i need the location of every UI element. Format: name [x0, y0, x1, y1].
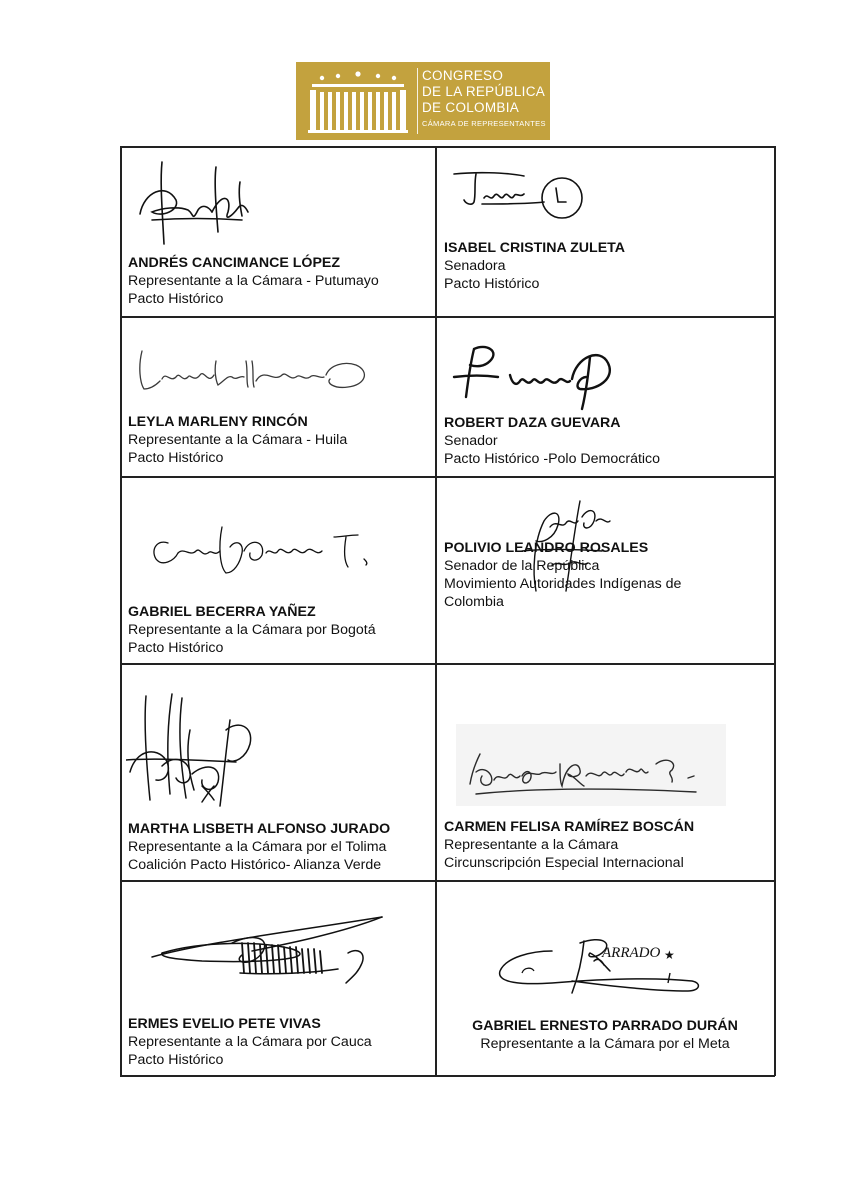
handwritten-signature	[456, 724, 726, 814]
signatory-role: Senador	[444, 433, 498, 449]
signatory-name: GABRIEL ERNESTO PARRADO DURÁN	[472, 1018, 738, 1034]
signatory-cell	[436, 664, 774, 880]
congress-logo	[296, 62, 550, 140]
signatory-info	[444, 414, 660, 468]
signatory-party: Pacto Histórico	[128, 291, 224, 307]
handwritten-signature	[144, 507, 384, 597]
signature-table	[120, 146, 775, 1076]
signatory-cell	[120, 664, 435, 880]
signatory-info	[444, 239, 625, 293]
logo-line: CONGRESO	[422, 68, 504, 83]
logo-subline: CÁMARA DE REPRESENTANTES	[422, 119, 546, 128]
handwritten-signature	[126, 690, 276, 814]
signatory-role: Representante a la Cámara por el Tolima	[128, 839, 387, 855]
signatory-role: Representante a la Cámara - Putumayo	[128, 273, 379, 289]
signatory-info	[128, 1015, 372, 1069]
logo-line: DE COLOMBIA	[422, 100, 520, 115]
signatory-party-continued: Colombia	[444, 594, 504, 610]
handwritten-signature	[492, 921, 712, 1001]
signatory-name: ISABEL CRISTINA ZULETA	[444, 240, 626, 256]
signatory-cell	[120, 477, 435, 663]
signatory-cell	[120, 881, 435, 1075]
signature-lettering: ★	[664, 948, 675, 962]
signatory-name: CARMEN FELISA RAMÍREZ BOSCÁN	[444, 819, 695, 835]
signatory-name: MARTHA LISBETH ALFONSO JURADO	[128, 821, 391, 837]
signatory-name: LEYLA MARLENY RINCÓN	[128, 414, 308, 430]
signatory-role: Senadora	[444, 258, 506, 274]
signature-lettering: ARRADO	[602, 945, 661, 961]
handwritten-signature	[444, 158, 594, 228]
logo-text	[422, 68, 546, 129]
signatory-cell	[436, 146, 774, 316]
signatory-info	[128, 254, 379, 308]
signatory-name: ROBERT DAZA GUEVARA	[444, 415, 621, 431]
logo-divider	[417, 68, 418, 134]
handwritten-signature	[132, 152, 262, 252]
signatory-info	[444, 539, 681, 611]
signatory-party: Circunscripción Especial Internacional	[444, 855, 684, 871]
signatory-party: Pacto Histórico	[128, 1052, 224, 1068]
signatory-role: Representante a la Cámara por Bogotá	[128, 622, 376, 638]
signatory-info	[128, 820, 390, 874]
signatory-role: Representante a la Cámara	[444, 837, 619, 853]
handwritten-signature	[134, 331, 374, 401]
signatory-cell	[436, 477, 774, 663]
handwritten-signature	[142, 903, 412, 993]
signatory-info	[436, 1017, 774, 1053]
signatory-cell	[436, 317, 774, 476]
signatory-role: Representante a la Cámara - Huila	[128, 432, 348, 448]
table-border	[774, 146, 776, 1076]
signatory-name: POLIVIO LEANDRO ROSALES	[444, 540, 649, 556]
signatory-name: ERMES EVELIO PETE VIVAS	[128, 1016, 321, 1032]
signatory-role: Senador de la República	[444, 558, 600, 574]
signatory-party: Coalición Pacto Histórico- Alianza Verde	[128, 857, 382, 873]
table-border	[120, 1075, 775, 1077]
signatory-party: Pacto Histórico	[128, 640, 224, 656]
signatory-party: Pacto Histórico	[128, 450, 224, 466]
signatory-info	[128, 603, 376, 657]
signatory-cell	[120, 146, 435, 316]
signatory-party: Pacto Histórico -Polo Democrático	[444, 451, 661, 467]
signatory-party: Pacto Histórico	[444, 276, 540, 292]
signatory-role: Representante a la Cámara por el Meta	[480, 1036, 730, 1052]
capitol-emblem-icon	[302, 68, 414, 134]
signatory-role: Representante a la Cámara por Cauca	[128, 1034, 372, 1050]
handwritten-signature	[440, 337, 630, 417]
signatory-name: ANDRÉS CANCIMANCE LÓPEZ	[128, 255, 341, 271]
signatory-name: GABRIEL BECERRA YAÑEZ	[128, 604, 316, 620]
signatory-cell	[436, 881, 774, 1075]
signatory-party: Movimiento Autoridades Indígenas de	[444, 576, 682, 592]
signatory-info	[444, 818, 694, 872]
signatory-info	[128, 413, 347, 467]
signatory-cell	[120, 317, 435, 476]
logo-line: DE LA REPÚBLICA	[422, 84, 546, 99]
